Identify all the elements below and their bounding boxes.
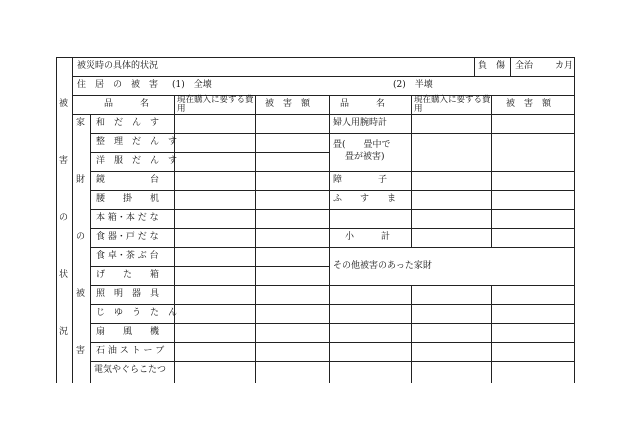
- item-name: 電気やぐらこたつ: [94, 365, 167, 375]
- injury-value: 全治: [515, 61, 534, 71]
- item-name-watch: 婦人用腕時計: [333, 118, 388, 128]
- col-line: [491, 285, 492, 383]
- housing-option-half: (2) 半壊: [393, 80, 433, 90]
- situation-title: 被災時の具体的状況: [77, 61, 159, 71]
- row-line: [72, 95, 575, 96]
- col-header-item: 品 名: [104, 99, 150, 109]
- col-header-damage: 被 害 額: [506, 99, 552, 109]
- item-name: 鏡 台: [96, 175, 160, 185]
- side-label-outer: 害: [59, 156, 69, 166]
- housing-label: 住 居 の 被 害: [77, 80, 159, 90]
- frame-top: [56, 57, 575, 58]
- item-name: 食 器・戸 だ な: [96, 232, 159, 242]
- side-label-inner: 害: [76, 346, 86, 356]
- item-name: 整 理 だ ん す: [96, 137, 178, 147]
- row-line: [90, 266, 330, 267]
- col-header-item: 品 名: [340, 99, 386, 109]
- row-line: [90, 228, 575, 229]
- item-name-tatami: 畳が被害): [345, 152, 385, 162]
- side-label-outer: の: [59, 213, 69, 223]
- col-line: [411, 285, 412, 383]
- row-line: [90, 323, 575, 324]
- row-line: [90, 247, 575, 248]
- col-line: [90, 114, 91, 383]
- row-line: [90, 304, 575, 305]
- injury-unit: カ月: [555, 61, 574, 71]
- row-line: [72, 76, 575, 77]
- col-line: [329, 95, 330, 383]
- item-name: 腰 掛 机: [96, 194, 160, 204]
- col-line: [510, 57, 511, 76]
- other-items-label: その他被害のあった家財: [333, 261, 432, 271]
- side-label-outer: 被: [59, 99, 69, 109]
- col-line: [491, 95, 492, 247]
- col-header-damage: 被 害 額: [265, 99, 311, 109]
- side-label-outer: 状: [59, 270, 69, 280]
- item-name: 食 卓・茶 ぶ 台: [96, 251, 159, 261]
- row-line: [90, 361, 575, 362]
- row-line: [72, 114, 575, 115]
- item-name: げ た 箱: [96, 270, 160, 280]
- item-name-shoji: 障 子: [333, 175, 388, 185]
- row-line: [90, 152, 330, 153]
- item-name: 照 明 器 具: [96, 289, 160, 299]
- col-line: [474, 57, 475, 76]
- subtotal-label: 小 計: [345, 232, 391, 242]
- frame-right: [574, 57, 575, 383]
- item-name-tatami: 畳( 畳中で: [333, 140, 391, 150]
- row-line: [90, 171, 575, 172]
- item-name: じ ゆ う た ん: [96, 308, 178, 318]
- item-name: 和 だ ん す: [96, 118, 160, 128]
- row-line: [90, 209, 575, 210]
- item-name: 本 箱・本 だ な: [96, 213, 159, 223]
- row-line: [90, 285, 575, 286]
- col-line: [255, 95, 256, 383]
- side-label-inner: 財: [76, 175, 86, 185]
- col-header-cost: 現在購入に要する費用: [414, 95, 491, 114]
- side-label-inner: の: [76, 232, 86, 242]
- housing-option-total: (1) 全壊: [172, 80, 212, 90]
- col-line: [72, 57, 73, 383]
- item-name: 扇 風 機: [96, 327, 160, 337]
- injury-label: 負 傷: [478, 61, 506, 71]
- row-line: [90, 342, 575, 343]
- row-line: [90, 133, 575, 134]
- item-name-fusuma: ふ す ま: [333, 194, 397, 204]
- side-label-inner: 被: [76, 289, 86, 299]
- col-header-cost: 現在購入に要する費用: [177, 95, 254, 114]
- item-name: 石 油 ス ト ー ブ: [96, 346, 165, 356]
- item-name: 洋 服 だ ん す: [96, 156, 178, 166]
- side-label-outer: 況: [59, 327, 69, 337]
- col-line: [411, 95, 412, 247]
- frame-left: [56, 57, 57, 383]
- row-line: [90, 190, 575, 191]
- side-label-inner: 家: [76, 118, 86, 128]
